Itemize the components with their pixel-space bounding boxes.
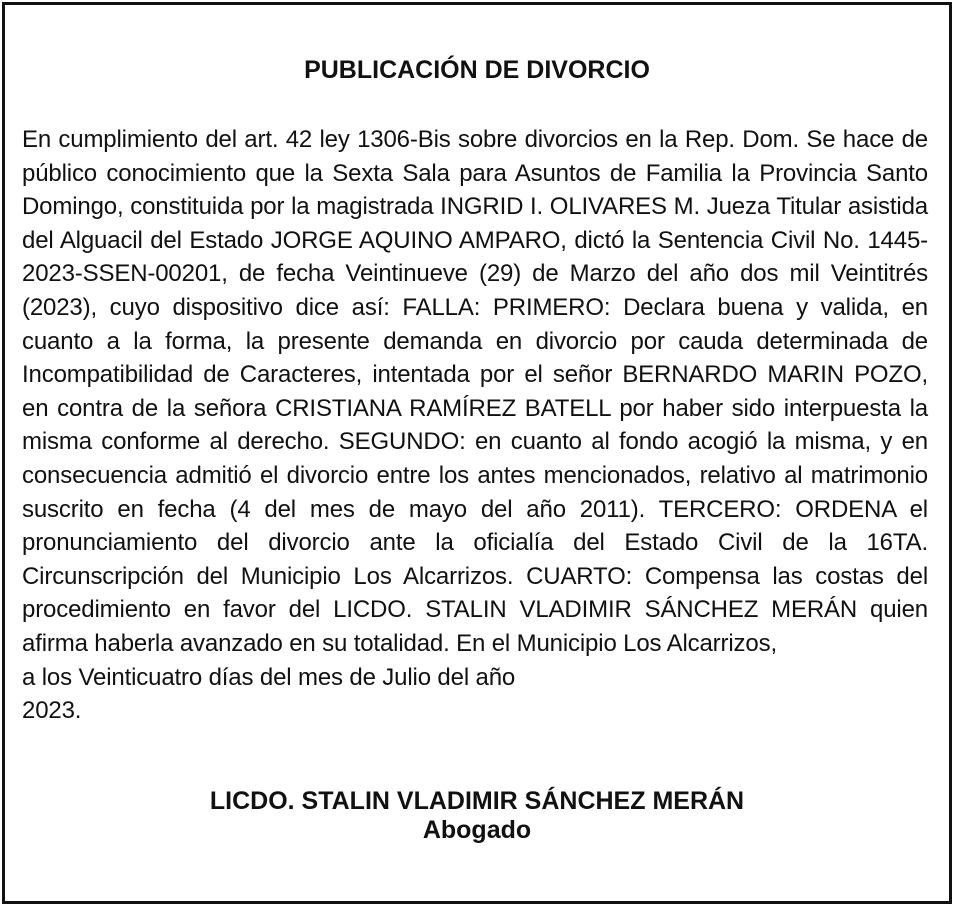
notice-frame bbox=[2, 2, 952, 904]
notice-closing-year: 2023. bbox=[22, 697, 82, 725]
notice-closing-line: a los Veinticuatro días del mes de Julio del año bbox=[22, 663, 516, 691]
notice-body bbox=[22, 123, 928, 728]
notice-title: PUBLICACIÓN DE DIVORCIO bbox=[304, 56, 650, 84]
signer-role: Abogado bbox=[422, 816, 532, 844]
signer-name: LICDO. STALIN VLADIMIR SÁNCHEZ MERÁN bbox=[209, 787, 745, 815]
notice-body-paragraph: En cumplimiento del art. 42 ley 1306-Bis sobre divorcios en la Rep. Dom. Se hace de público conocimiento que la Sexta Sala para Asuntos de Familia la Provincia Santo Domingo, constituida por la magistrada INGRID I. OLIVARES M. Jueza Titular asistida del Alguacil del Estado JORGE AQUINO AMPARO, dictó la Sentencia Civil No. 1445-2023-SSEN-00201, de fecha Veintinueve (29) de Marzo del año dos mil Veintitrés (2023), cuyo dispositivo dice así: FALLA: PRIMERO: Declara buena y valida, en cuanto a la forma, la presente demanda en divorcio por cauda determinada de Incompatibilidad de Caracteres, intentada por el señor BERNARDO MARIN POZO, en contra de la señora CRISTIANA RAMÍREZ BATELL por haber sido interpuesta la misma conforme al derecho. SEGUNDO: en cuanto al fondo acogió la misma, y en consecuencia admitió el divorcio entre los antes mencionados, relativo al matrimonio suscrito en fecha (4 del mes de mayo del año 2011). TERCERO: ORDENA el pronunciamiento del divorcio ante la oficialía del Estado Civil de la 16TA. Circunscripción del Municipio Los Alcarrizos. CUARTO: Compensa las costas del procedimiento en favor del LICDO. STALIN VLADIMIR SÁNCHEZ MERÁN quien afirma haberla avanzado en su totalidad. En el Municipio Los Alcarrizos, bbox=[22, 126, 928, 657]
signature-block bbox=[5, 787, 949, 845]
